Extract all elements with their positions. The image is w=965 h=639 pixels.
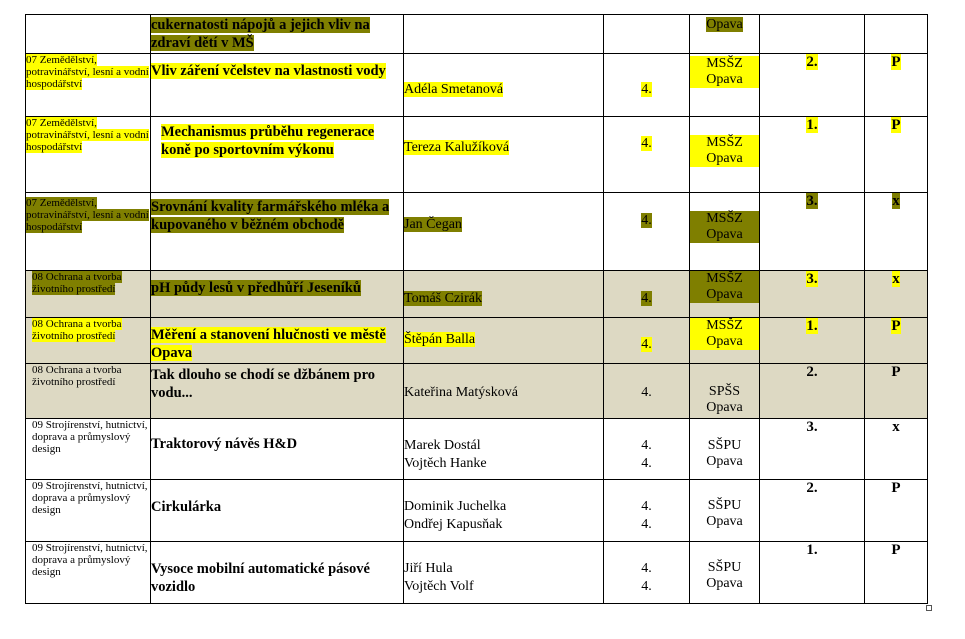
place-value: 2.: [806, 364, 818, 380]
field-cell: [26, 193, 151, 271]
table-row: [26, 480, 928, 542]
class-value: 4.: [641, 136, 652, 151]
school-name: SPŠS: [708, 384, 741, 399]
field-label: 08 Ochrana a tvorba životního prostředí: [32, 271, 122, 295]
class-value: 4.: [641, 385, 652, 400]
class-value: 4.: [641, 456, 652, 471]
result-cell: [865, 117, 928, 193]
school-name: SŠPU: [707, 498, 742, 513]
table-row: [26, 318, 928, 364]
class-cell: [604, 271, 690, 318]
author-name: Tomáš Czirák: [404, 291, 482, 306]
place-cell: [760, 542, 865, 604]
school-cell: [690, 364, 760, 419]
school-cell: [690, 117, 760, 193]
class-value: 4.: [641, 579, 652, 594]
school-name: SŠPU: [707, 560, 742, 575]
result-cell: [865, 271, 928, 318]
field-cell: [26, 542, 151, 604]
class-cell: [604, 193, 690, 271]
school-name: MSŠZ: [690, 56, 759, 72]
class-value: 4.: [641, 337, 652, 352]
table-row: [26, 193, 928, 271]
school-city: Opava: [706, 514, 743, 529]
table-row: [26, 364, 928, 419]
title-cell: [151, 54, 404, 117]
class-cell: [604, 364, 690, 419]
class-value: 4.: [641, 517, 652, 532]
authors-cell: [404, 480, 604, 542]
field-cell: [26, 318, 151, 364]
result-value: x: [892, 193, 900, 209]
result-cell: [865, 542, 928, 604]
school-cell: [690, 271, 760, 318]
field-label: 08 Ochrana a tvorba životního prostředí: [32, 364, 122, 388]
school-cell: [690, 54, 760, 117]
author-name: Vojtěch Hanke: [404, 456, 487, 471]
school-city: Opava: [690, 72, 759, 88]
place-value: 2.: [806, 54, 818, 70]
author-name: Kateřina Matýsková: [404, 385, 518, 400]
class-cell: [604, 542, 690, 604]
project-title: cukernatosti nápojů a jejich vliv na zdraví dětí v MŠ: [151, 17, 370, 51]
result-cell: [865, 15, 928, 54]
table-row: [26, 271, 928, 318]
school-city: Opava: [690, 334, 759, 350]
class-cell: [604, 54, 690, 117]
place-cell: [760, 364, 865, 419]
result-cell: [865, 193, 928, 271]
field-cell: [26, 54, 151, 117]
place-cell: [760, 193, 865, 271]
result-value: P: [891, 117, 901, 133]
place-value: 1.: [806, 542, 818, 558]
table-resize-handle[interactable]: [926, 605, 932, 611]
title-cell: [151, 364, 404, 419]
school-cell: [690, 419, 760, 480]
title-cell: [151, 15, 404, 54]
place-value: 1.: [806, 318, 818, 334]
project-title: Srovnání kvality farmářského mléka a kupovaného v běžném obchodě: [151, 199, 390, 233]
school-name: MSŠZ: [690, 135, 759, 151]
field-label: 07 Zemědělství, potravinářství, lesní a vodní hospodářství: [26, 54, 149, 90]
field-cell: [26, 271, 151, 318]
field-cell: [26, 117, 151, 193]
authors-cell: [404, 117, 604, 193]
school-cell: [690, 318, 760, 364]
table-row: [26, 419, 928, 480]
result-cell: [865, 480, 928, 542]
title-cell: [151, 419, 404, 480]
result-value: P: [891, 542, 901, 558]
place-value: 1.: [806, 117, 818, 133]
project-title: Mechanismus průběhu regenerace koně po sportovním výkonu: [161, 124, 375, 158]
school-city: Opava: [706, 400, 743, 415]
project-title: Vliv záření včelstev na vlastnosti vody: [151, 63, 386, 79]
school-name: MSŠZ: [690, 271, 759, 287]
author-name: Dominik Juchelka: [404, 499, 507, 514]
school-name: MSŠZ: [690, 211, 759, 227]
result-value: P: [891, 364, 901, 380]
result-cell: [865, 54, 928, 117]
field-label: 09 Strojírenství, hutnictví, doprava a průmyslový design: [32, 542, 148, 578]
place-cell: [760, 117, 865, 193]
project-title: pH půdy lesů v předhůří Jeseníků: [151, 280, 361, 296]
author-name: Tereza Kalužíková: [404, 140, 510, 155]
field-label: 08 Ochrana a tvorba životního prostředí: [32, 318, 122, 342]
school-cell: [690, 480, 760, 542]
title-cell: [151, 542, 404, 604]
result-value: P: [891, 54, 901, 70]
authors-cell: [404, 542, 604, 604]
table-row: [26, 54, 928, 117]
result-value: x: [892, 271, 900, 287]
authors-cell: [404, 364, 604, 419]
project-title: Traktorový návěs H&D: [151, 436, 298, 452]
school-name: MSŠZ: [690, 318, 759, 334]
place-value: 3.: [806, 193, 818, 209]
school-cell: [690, 193, 760, 271]
place-value: 2.: [806, 480, 818, 496]
place-cell: [760, 271, 865, 318]
author-name: Marek Dostál: [404, 438, 481, 453]
title-cell: [151, 117, 404, 193]
project-title: Tak dlouho se chodí se džbánem pro vodu...: [151, 367, 376, 401]
school-city: Opava: [690, 287, 759, 303]
table-row: [26, 542, 928, 604]
field-cell: [26, 15, 151, 54]
school-city: Opava: [706, 454, 743, 469]
result-cell: [865, 364, 928, 419]
title-cell: [151, 480, 404, 542]
title-cell: [151, 271, 404, 318]
table-row: [26, 15, 928, 54]
author-name: Jan Čegan: [404, 217, 462, 232]
class-cell: [604, 15, 690, 54]
school-city: Opava: [690, 227, 759, 243]
field-cell: [26, 364, 151, 419]
table-row: [26, 117, 928, 193]
place-cell: [760, 318, 865, 364]
field-label: 07 Zemědělství, potravinářství, lesní a vodní hospodářství: [26, 197, 149, 233]
authors-cell: [404, 271, 604, 318]
place-cell: [760, 15, 865, 54]
class-value: 4.: [641, 561, 652, 576]
field-cell: [26, 419, 151, 480]
school-city: Opava: [706, 576, 743, 591]
place-value: 3.: [806, 271, 818, 287]
place-cell: [760, 54, 865, 117]
place-value: 3.: [806, 419, 818, 435]
project-title: Vysoce mobilní automatické pásové vozidlo: [151, 561, 370, 595]
title-cell: [151, 193, 404, 271]
class-value: 4.: [641, 213, 652, 228]
class-cell: [604, 480, 690, 542]
class-cell: [604, 117, 690, 193]
field-cell: [26, 480, 151, 542]
result-cell: [865, 419, 928, 480]
field-label: 09 Strojírenství, hutnictví, doprava a průmyslový design: [32, 480, 148, 516]
class-value: 4.: [641, 291, 652, 306]
results-table: [25, 14, 928, 604]
class-value: 4.: [641, 438, 652, 453]
project-title: Měření a stanovení hlučnosti ve městě Opava: [151, 327, 386, 361]
title-cell: [151, 318, 404, 364]
result-cell: [865, 318, 928, 364]
authors-cell: [404, 318, 604, 364]
authors-cell: [404, 193, 604, 271]
school-cell: [690, 15, 760, 54]
author-name: Jiří Hula: [404, 561, 453, 576]
school-cell: [690, 542, 760, 604]
result-value: P: [891, 318, 901, 334]
place-cell: [760, 419, 865, 480]
school-name: SŠPU: [707, 438, 742, 453]
author-name: Ondřej Kapusňak: [404, 517, 503, 532]
author-name: Adéla Smetanová: [404, 82, 504, 97]
school-city: Opava: [690, 151, 759, 167]
class-cell: [604, 318, 690, 364]
authors-cell: [404, 419, 604, 480]
author-name: Štěpán Balla: [404, 332, 476, 347]
field-label: 09 Strojírenství, hutnictví, doprava a průmyslový design: [32, 419, 148, 455]
project-title: Cirkulárka: [151, 499, 222, 515]
author-name: Vojtěch Volf: [404, 579, 474, 594]
authors-cell: [404, 54, 604, 117]
class-value: 4.: [641, 82, 652, 97]
class-cell: [604, 419, 690, 480]
school-city: Opava: [706, 17, 743, 32]
field-label: 07 Zemědělství, potravinářství, lesní a vodní hospodářství: [26, 117, 149, 153]
authors-cell: [404, 15, 604, 54]
result-value: P: [891, 480, 901, 496]
class-value: 4.: [641, 499, 652, 514]
place-cell: [760, 480, 865, 542]
result-value: x: [892, 419, 900, 435]
